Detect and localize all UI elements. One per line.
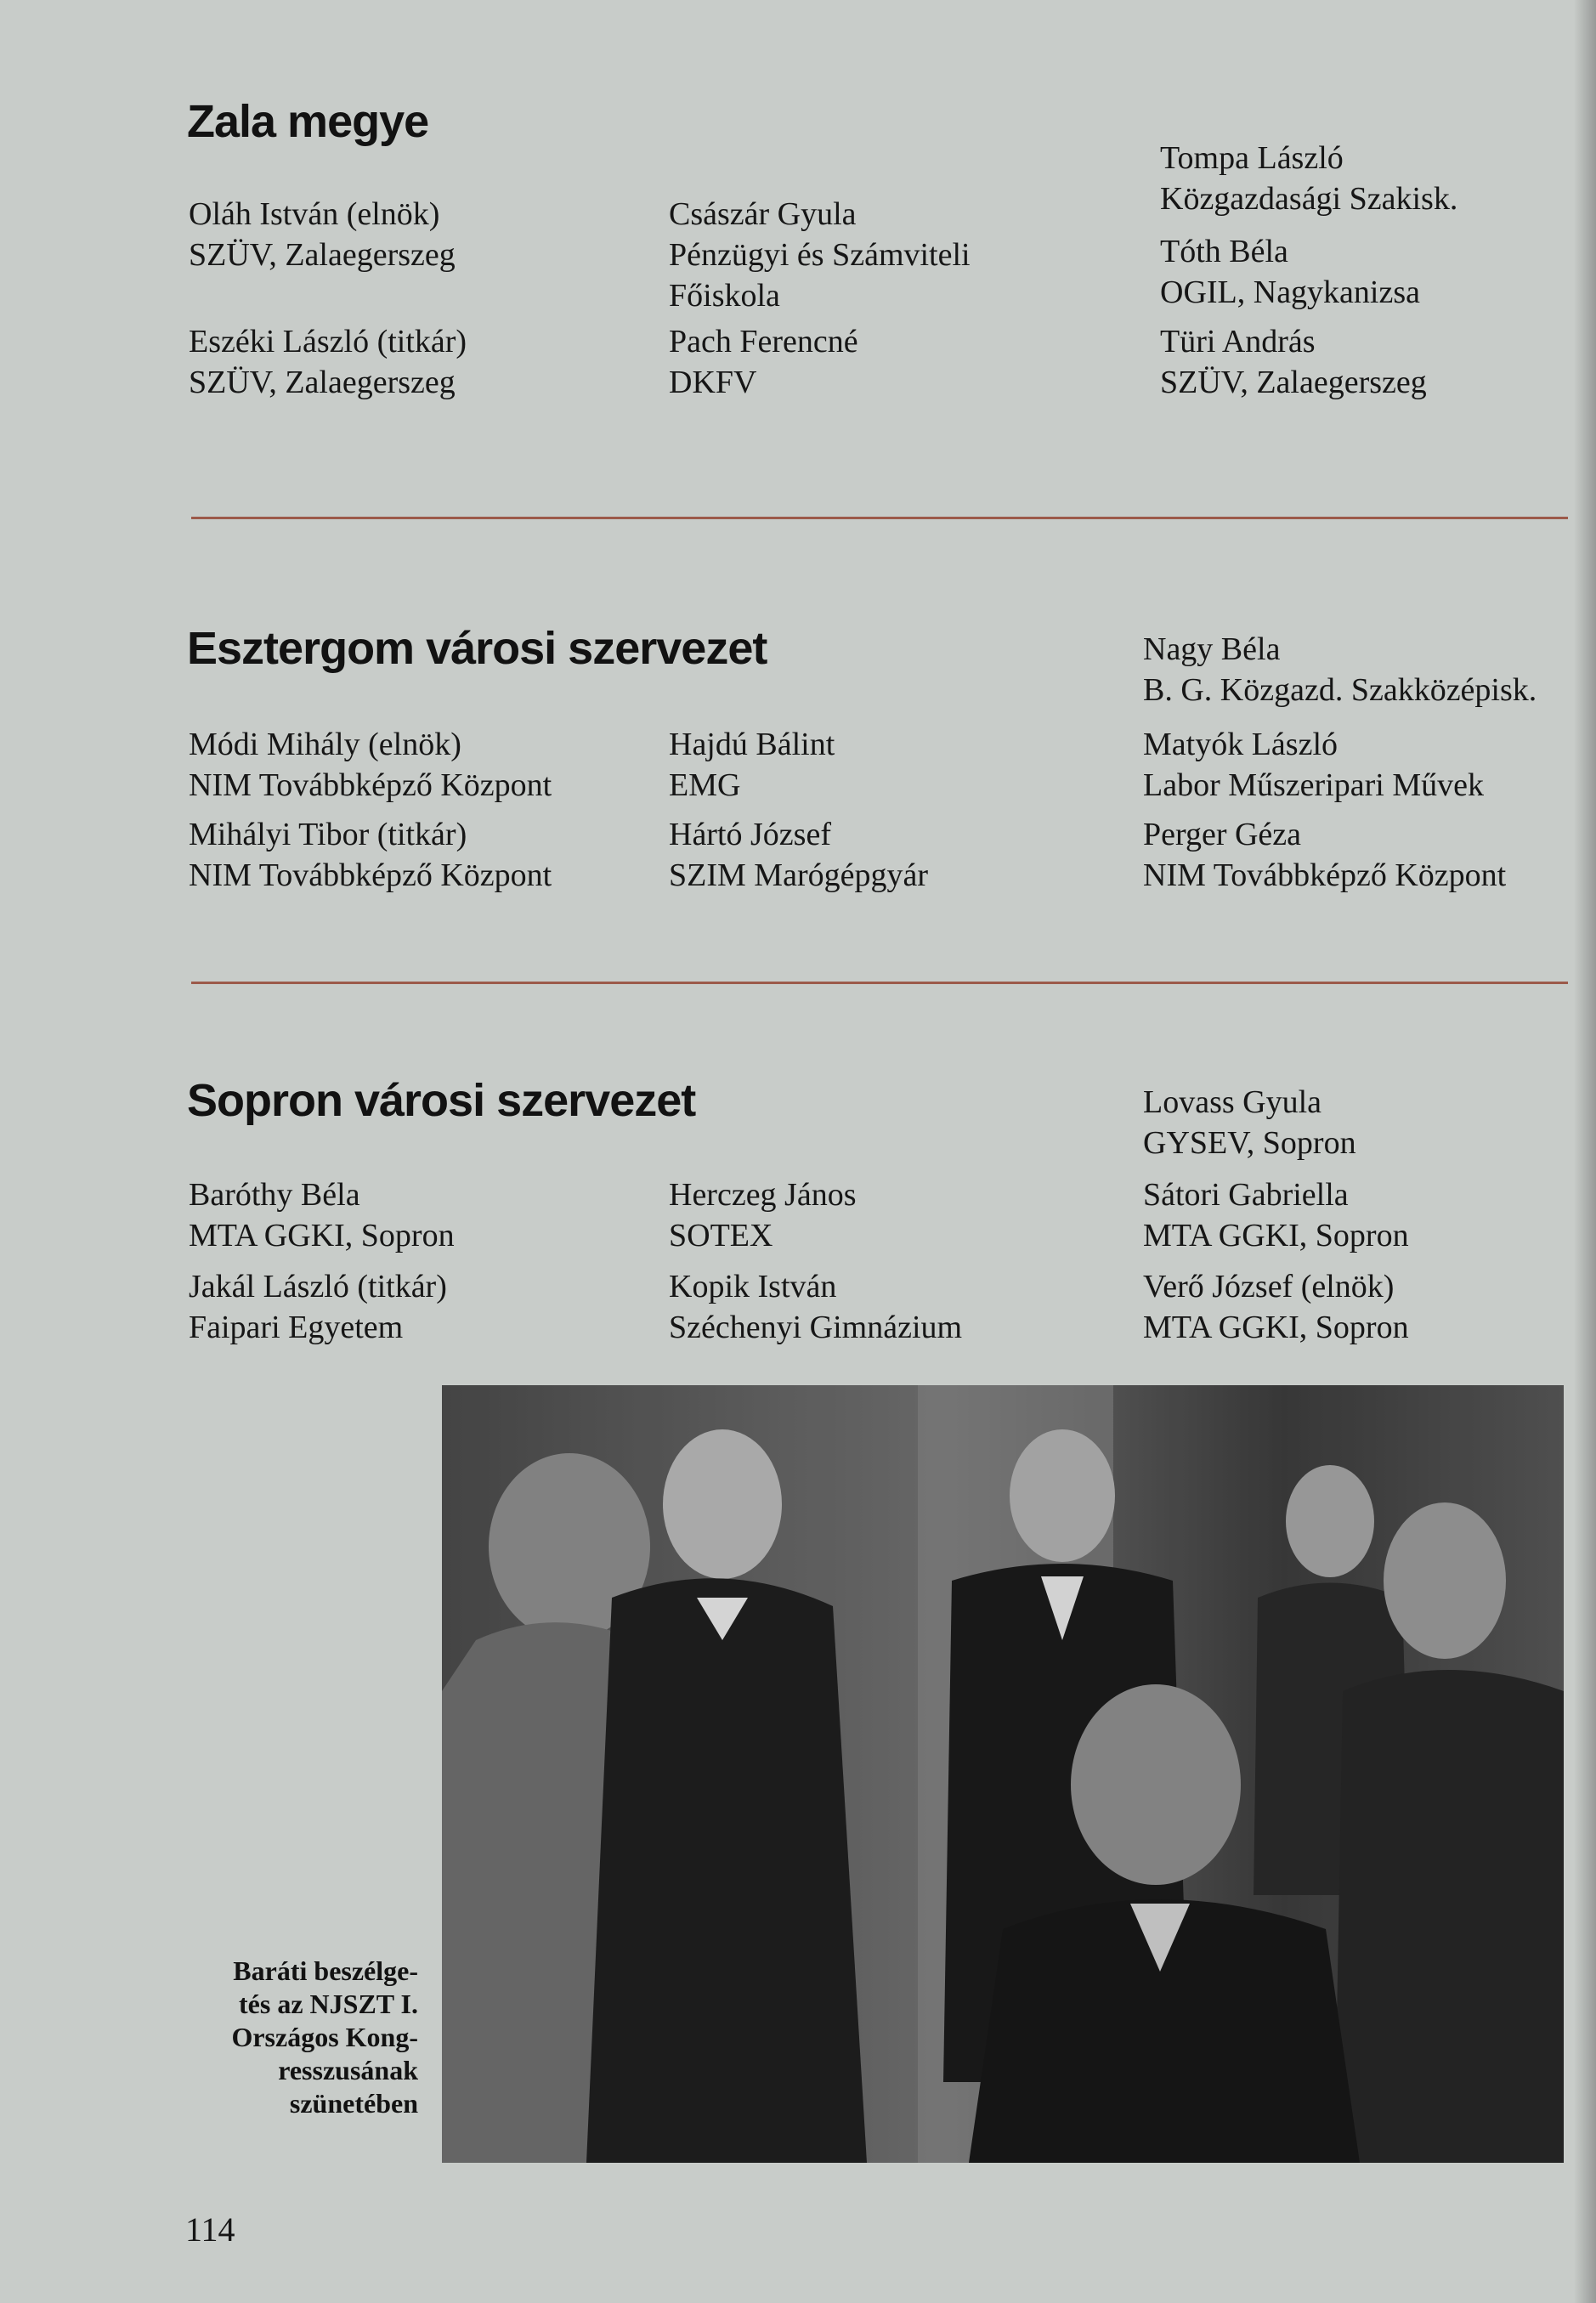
member-entry bbox=[189, 1174, 455, 1256]
member-org: MTA GGKI, Sopron bbox=[1143, 1310, 1409, 1345]
member-name: Baróthy Béla bbox=[189, 1177, 360, 1213]
member-name: Jakál László (titkár) bbox=[189, 1269, 447, 1304]
group-photo bbox=[442, 1385, 1564, 2163]
member-entry bbox=[669, 1266, 962, 1348]
member-name: Nagy Béla bbox=[1143, 631, 1281, 667]
member-org: Közgazdasági Szakisk. bbox=[1160, 181, 1458, 217]
member-org: Labor Műszeripari Művek bbox=[1143, 767, 1484, 803]
member-entry bbox=[189, 814, 552, 896]
section-divider bbox=[191, 982, 1568, 984]
member-org: Széchenyi Gimnázium bbox=[669, 1310, 963, 1345]
member-name: Perger Géza bbox=[1143, 817, 1302, 852]
caption-line: resszusának bbox=[278, 2055, 418, 2085]
member-name: Türi András bbox=[1160, 324, 1316, 359]
member-name: Matyók László bbox=[1143, 727, 1338, 762]
member-name: Lovass Gyula bbox=[1143, 1084, 1322, 1120]
member-name: Pach Ferencné bbox=[669, 324, 858, 359]
member-entry bbox=[1160, 231, 1420, 313]
member-entry bbox=[189, 1266, 447, 1348]
member-entry bbox=[1160, 138, 1457, 219]
photo-caption bbox=[195, 1955, 418, 2120]
member-name: Oláh István (elnök) bbox=[189, 196, 440, 232]
caption-line: Baráti beszélge- bbox=[233, 1955, 418, 1986]
page-edge-shadow bbox=[1574, 0, 1596, 2303]
member-entry bbox=[1143, 1266, 1409, 1348]
member-name: Tóth Béla bbox=[1160, 234, 1288, 269]
member-org: MTA GGKI, Sopron bbox=[1143, 1218, 1409, 1253]
member-name: Kopik István bbox=[669, 1269, 837, 1304]
member-name: Módi Mihály (elnök) bbox=[189, 727, 461, 762]
member-entry bbox=[189, 194, 456, 275]
member-entry bbox=[669, 321, 858, 403]
photo-illustration bbox=[442, 1385, 1564, 2163]
member-entry bbox=[669, 724, 835, 806]
member-name: Hártó József bbox=[669, 817, 831, 852]
caption-line: Országos Kong- bbox=[231, 2022, 418, 2052]
member-org: SZÜV, Zalaegerszeg bbox=[189, 237, 456, 273]
member-entry bbox=[1143, 1082, 1356, 1163]
member-org: SZIM Marógépgyár bbox=[669, 857, 928, 893]
member-org: NIM Továbbképző Központ bbox=[189, 767, 552, 803]
member-org: EMG bbox=[669, 767, 741, 803]
member-entry bbox=[669, 814, 928, 896]
member-org: OGIL, Nagykanizsa bbox=[1160, 274, 1421, 310]
member-org: Faipari Egyetem bbox=[189, 1310, 404, 1345]
member-entry bbox=[1143, 1174, 1409, 1256]
member-org: SZÜV, Zalaegerszeg bbox=[1160, 365, 1427, 400]
member-org: NIM Továbbképző Központ bbox=[1143, 857, 1507, 893]
member-name: Hajdú Bálint bbox=[669, 727, 835, 762]
member-org: B. G. Közgazd. Szakközépisk. bbox=[1143, 672, 1537, 708]
member-name: Mihályi Tibor (titkár) bbox=[189, 817, 467, 852]
member-name: Tompa László bbox=[1160, 140, 1344, 176]
member-org: SZÜV, Zalaegerszeg bbox=[189, 365, 456, 400]
member-org-continued: Főiskola bbox=[669, 278, 780, 314]
page-number: 114 bbox=[185, 2210, 235, 2249]
member-entry bbox=[1143, 629, 1537, 710]
member-entry bbox=[1160, 321, 1427, 403]
member-org: SOTEX bbox=[669, 1218, 773, 1253]
section-divider bbox=[191, 517, 1568, 519]
member-name: Eszéki László (titkár) bbox=[189, 324, 467, 359]
member-name: Verő József (elnök) bbox=[1143, 1269, 1395, 1304]
member-org: GYSEV, Sopron bbox=[1143, 1125, 1356, 1161]
member-name: Sátori Gabriella bbox=[1143, 1177, 1349, 1213]
member-org: DKFV bbox=[669, 365, 757, 400]
member-name: Herczeg János bbox=[669, 1177, 857, 1213]
section-title-zala: Zala megye bbox=[187, 96, 429, 147]
member-entry bbox=[189, 724, 552, 806]
member-entry bbox=[1143, 814, 1506, 896]
member-org: NIM Továbbképző Központ bbox=[189, 857, 552, 893]
caption-line: szünetében bbox=[289, 2088, 418, 2119]
member-entry bbox=[189, 321, 467, 403]
member-entry bbox=[669, 1174, 857, 1256]
caption-line: tés az NJSZT I. bbox=[239, 1989, 418, 2019]
member-entry bbox=[1143, 724, 1484, 806]
section-title-sopron: Sopron városi szervezet bbox=[187, 1075, 696, 1126]
member-org: Pénzügyi és Számviteli bbox=[669, 237, 971, 273]
member-name: Császár Gyula bbox=[669, 196, 857, 232]
member-org: MTA GGKI, Sopron bbox=[189, 1218, 455, 1253]
member-entry bbox=[669, 194, 971, 316]
section-title-esztergom: Esztergom városi szervezet bbox=[187, 623, 767, 674]
